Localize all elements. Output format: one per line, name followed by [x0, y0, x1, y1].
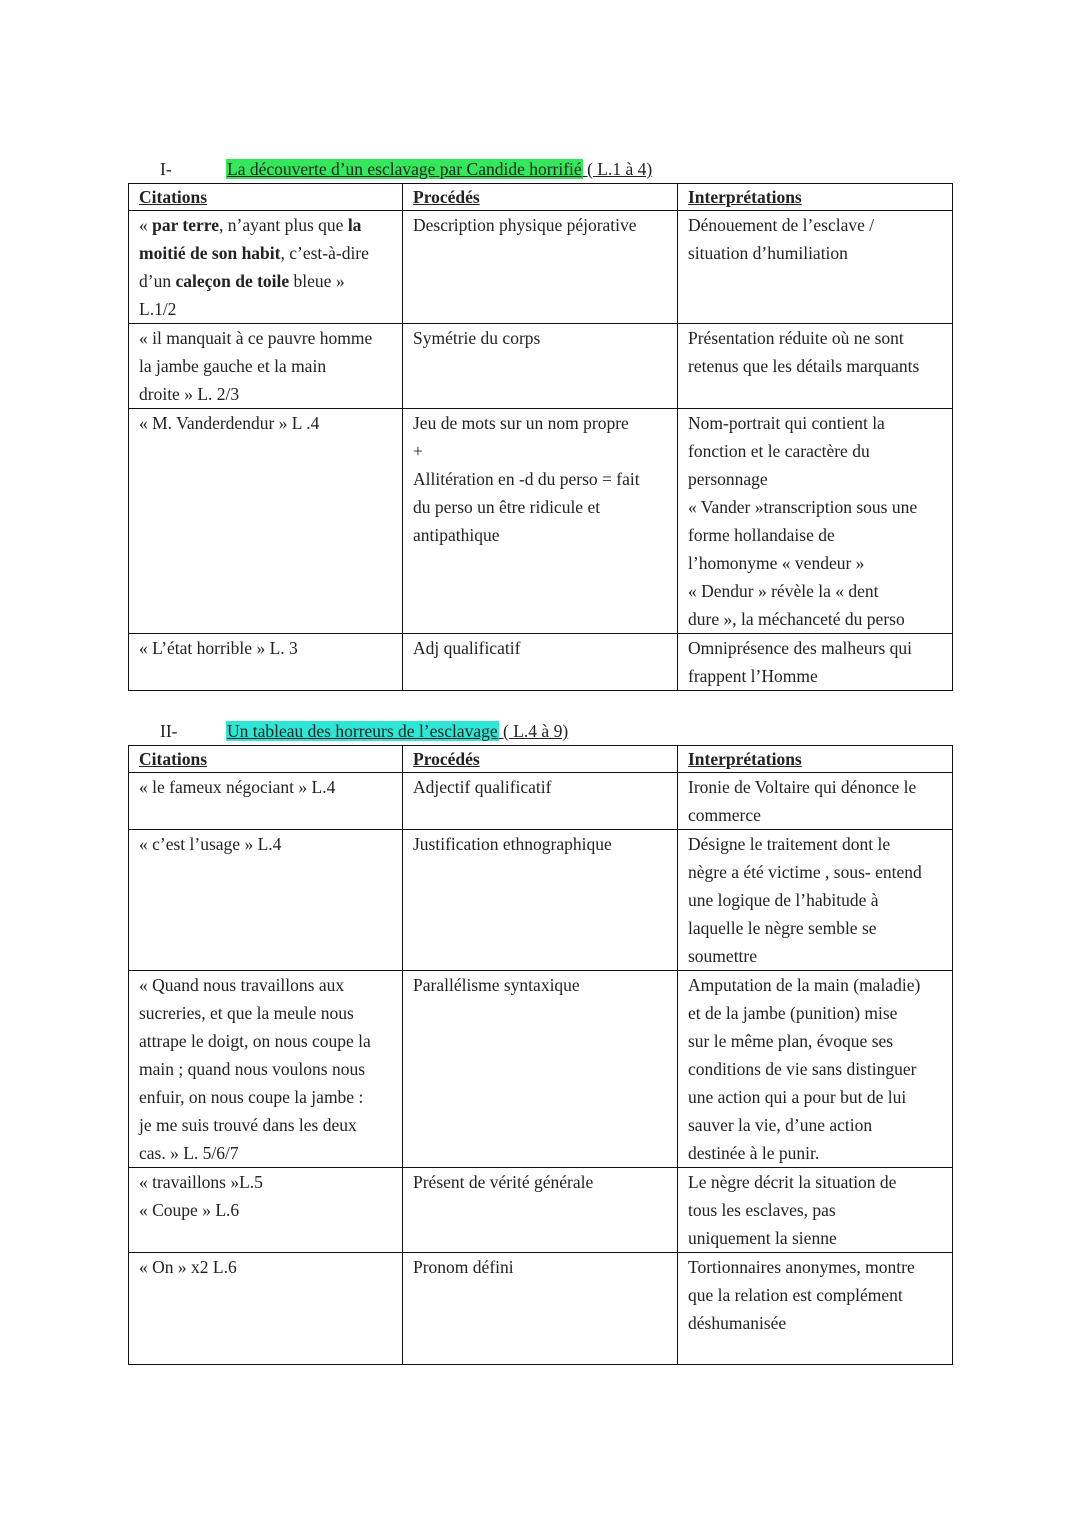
interpretation-line: Désigne le traitement dont le	[688, 834, 891, 854]
procede-cell	[403, 409, 678, 634]
citation-cell	[129, 773, 403, 830]
citation-line: « par terre, n’ayant plus que la	[139, 215, 362, 235]
interpretation-line: Amputation de la main (maladie)	[688, 975, 921, 995]
interpretation-line: Nom-portrait qui contient la	[688, 413, 885, 433]
citation-line: « il manquait à ce pauvre homme	[139, 328, 373, 348]
interpretation-line: conditions de vie sans distinguer	[688, 1059, 917, 1079]
interpretation-line: une logique de l’habitude à	[688, 890, 879, 910]
citation-line: cas. » L. 5/6/7	[139, 1143, 239, 1163]
section-1-range: ( L.1 à 4)	[582, 159, 653, 179]
procede-line: antipathique	[413, 525, 500, 545]
interpretation-line: situation d’humiliation	[688, 243, 848, 263]
interpretation-line: retenus que les détails marquants	[688, 356, 920, 376]
interpretation-cell	[678, 409, 953, 634]
interpretation-cell	[678, 1253, 953, 1365]
interpretation-line: sur le même plan, évoque ses	[688, 1031, 894, 1051]
interpretation-line: nègre a été victime , sous- entend	[688, 862, 922, 882]
header-procedes: Procédés	[403, 184, 678, 211]
procede-line: du perso un être ridicule et	[413, 497, 601, 517]
citation-line: « L’état horrible » L. 3	[139, 638, 298, 658]
citation-cell	[129, 324, 403, 409]
table-row	[129, 773, 953, 830]
interpretation-line: laquelle le nègre semble se	[688, 918, 877, 938]
section-2-title: Un tableau des horreurs de l’esclavage	[227, 721, 498, 741]
procede-line: Adjectif qualificatif	[413, 777, 552, 797]
header-citations: Citations	[129, 746, 403, 773]
table-header-row	[129, 746, 953, 773]
interpretation-line: « Vander »transcription sous une	[688, 497, 918, 517]
procede-cell	[403, 830, 678, 971]
interpretation-cell	[678, 971, 953, 1168]
interpretation-cell	[678, 211, 953, 324]
interpretation-line: Présentation réduite où ne sont	[688, 328, 904, 348]
citation-line: sucreries, et que la meule nous	[139, 1003, 354, 1023]
interpretation-line: uniquement la sienne	[688, 1228, 837, 1248]
citation-line: « c’est l’usage » L.4	[139, 834, 282, 854]
citation-line: moitié de son habit, c’est-à-dire	[139, 243, 369, 263]
procede-line: Pronom défini	[413, 1257, 514, 1277]
table-row	[129, 634, 953, 691]
citation-line: main ; quand nous voulons nous	[139, 1059, 366, 1079]
citation-cell	[129, 1168, 403, 1253]
interpretation-line: fonction et le caractère du	[688, 441, 870, 461]
citation-line: d’un caleçon de toile bleue »	[139, 271, 345, 291]
citation-cell	[129, 971, 403, 1168]
citation-line: enfuir, on nous coupe la jambe :	[139, 1087, 364, 1107]
interpretation-line: sauver la vie, d’une action	[688, 1115, 873, 1135]
procede-line: Parallélisme syntaxique	[413, 975, 580, 995]
table-row	[129, 830, 953, 971]
table-row	[129, 409, 953, 634]
interpretation-line: « Dendur » révèle la « dent	[688, 581, 879, 601]
table-row	[129, 1168, 953, 1253]
table-row	[129, 971, 953, 1168]
section-1-heading	[128, 157, 952, 183]
citation-cell	[129, 211, 403, 324]
interpretation-cell	[678, 1168, 953, 1253]
interpretation-line: destinée à le punir.	[688, 1143, 820, 1163]
interpretation-line: frappent l’Homme	[688, 666, 818, 686]
citation-line: « M. Vanderdendur » L .4	[139, 413, 320, 433]
header-procedes: Procédés	[403, 746, 678, 773]
section-1-table	[128, 183, 953, 691]
section-2-heading	[128, 719, 952, 745]
citation-cell	[129, 830, 403, 971]
section-1-title: La découverte d’un esclavage par Candide horrifié	[227, 159, 582, 179]
interpretation-line: et de la jambe (punition) mise	[688, 1003, 898, 1023]
interpretation-line: Tortionnaires anonymes, montre	[688, 1257, 915, 1277]
section-2-number: II-	[160, 721, 178, 741]
citation-cell	[129, 634, 403, 691]
section-1-number: I-	[160, 159, 172, 179]
procede-cell	[403, 324, 678, 409]
citation-line: « le fameux négociant » L.4	[139, 777, 336, 797]
table-row	[129, 324, 953, 409]
interpretation-line: soumettre	[688, 946, 758, 966]
header-citations: Citations	[129, 184, 403, 211]
procede-line: Présent de vérité générale	[413, 1172, 594, 1192]
table-row	[129, 1253, 953, 1365]
citation-line: je me suis trouvé dans les deux	[139, 1115, 357, 1135]
interpretation-cell	[678, 324, 953, 409]
header-interpretations: Interprétations	[678, 184, 953, 211]
citation-line: « travaillons »L.5	[139, 1172, 263, 1192]
citation-cell	[129, 1253, 403, 1365]
procede-line: Symétrie du corps	[413, 328, 541, 348]
procede-cell	[403, 1253, 678, 1365]
procede-cell	[403, 211, 678, 324]
interpretation-line: Omniprésence des malheurs qui	[688, 638, 913, 658]
table-header-row	[129, 184, 953, 211]
table-row	[129, 211, 953, 324]
section-2-table	[128, 745, 953, 1365]
procede-cell	[403, 773, 678, 830]
procede-line: Jeu de mots sur un nom propre	[413, 413, 629, 433]
procede-line: Description physique péjorative	[413, 215, 637, 235]
procede-line: Adj qualificatif	[413, 638, 521, 658]
citation-line: la jambe gauche et la main	[139, 356, 327, 376]
citation-line: attrape le doigt, on nous coupe la	[139, 1031, 371, 1051]
interpretation-cell	[678, 773, 953, 830]
section-2	[128, 719, 952, 1365]
interpretation-cell	[678, 634, 953, 691]
section-2-range: ( L.4 à 9)	[498, 721, 569, 741]
header-interpretations: Interprétations	[678, 746, 953, 773]
citation-line: « On » x2 L.6	[139, 1257, 237, 1277]
interpretation-line: l’homonyme « vendeur »	[688, 553, 865, 573]
citation-cell	[129, 409, 403, 634]
interpretation-line: Dénouement de l’esclave /	[688, 215, 875, 235]
interpretation-line: Ironie de Voltaire qui dénonce le	[688, 777, 917, 797]
procede-line: Justification ethnographique	[413, 834, 612, 854]
citation-line: « Coupe » L.6	[139, 1200, 240, 1220]
citation-line: « Quand nous travaillons aux	[139, 975, 345, 995]
interpretation-line: Le nègre décrit la situation de	[688, 1172, 897, 1192]
interpretation-line: une action qui a pour but de lui	[688, 1087, 907, 1107]
citation-line: L.1/2	[139, 299, 177, 319]
interpretation-cell	[678, 830, 953, 971]
interpretation-line: personnage	[688, 469, 768, 489]
procede-cell	[403, 971, 678, 1168]
section-1	[128, 157, 952, 691]
interpretation-line: déshumanisée	[688, 1313, 787, 1333]
interpretation-line: forme hollandaise de	[688, 525, 835, 545]
interpretation-line: tous les esclaves, pas	[688, 1200, 836, 1220]
interpretation-line: que la relation est complément	[688, 1285, 903, 1305]
procede-line: +	[413, 441, 423, 461]
procede-line: Allitération en -d du perso = fait	[413, 469, 640, 489]
citation-line: droite » L. 2/3	[139, 384, 240, 404]
interpretation-line: dure », la méchanceté du perso	[688, 609, 905, 629]
interpretation-line: commerce	[688, 805, 761, 825]
procede-cell	[403, 1168, 678, 1253]
procede-cell	[403, 634, 678, 691]
